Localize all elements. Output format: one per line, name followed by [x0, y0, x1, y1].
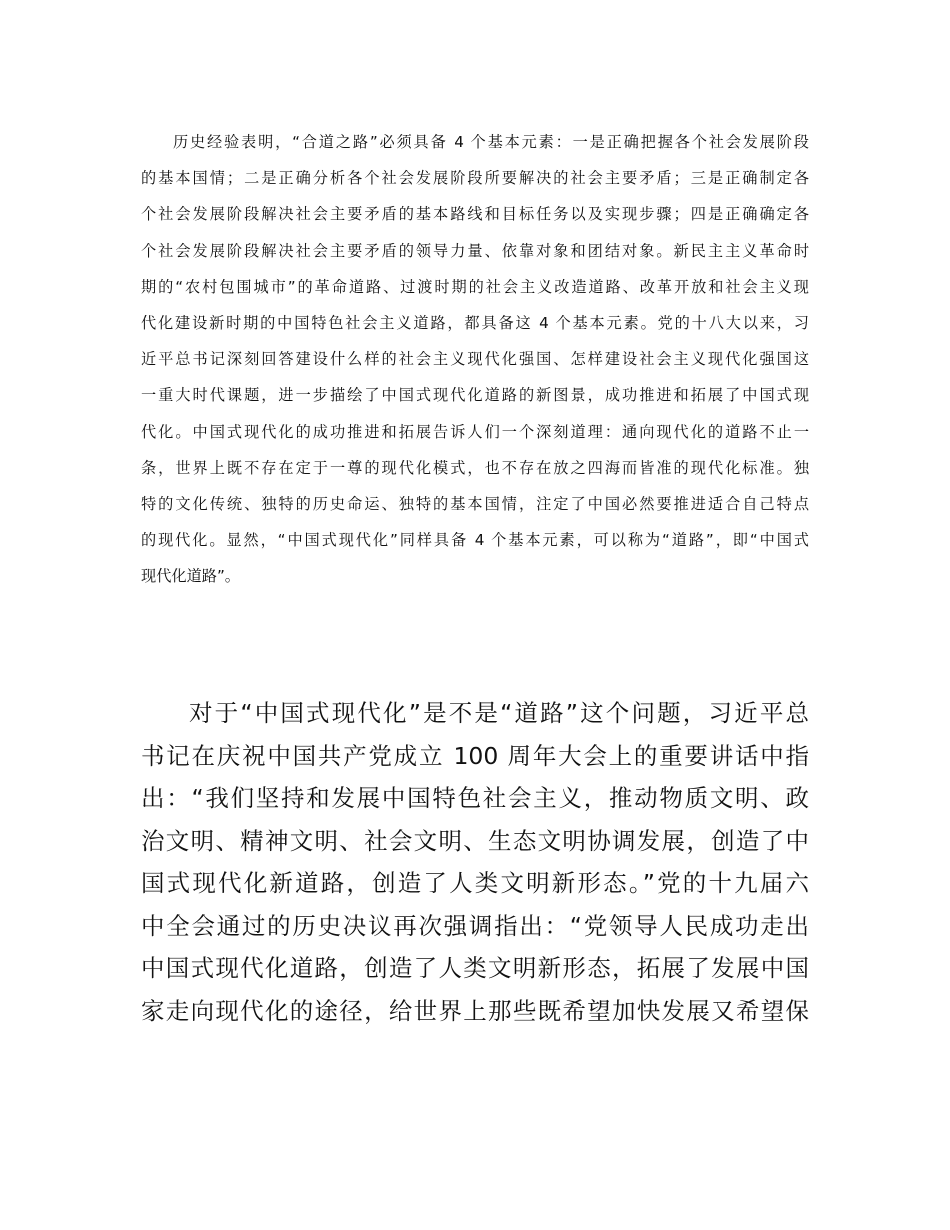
paragraph-2-line: 书记在庆祝中国共产党成立 100 周年大会上的重要讲话中指: [141, 741, 809, 770]
paragraph-1-line: 期的“农村包围城市”的革命道路、过渡时期的社会主义改造道路、改革开放和社会主义现: [141, 277, 809, 296]
paragraph-1-line: 的现代化。显然，“中国式现代化”同样具备 4 个基本元素，可以称为“道路”，即“中国式: [141, 531, 809, 550]
paragraph-2-line: 国式现代化新道路，创造了人类文明新形态。”党的十九届六: [141, 869, 809, 897]
paragraph-1-line: 个社会发展阶段解决社会主要矛盾的基本路线和目标任务以及实现步骤；四是正确确定各: [141, 205, 809, 224]
paragraph-1-line: 代化建设新时期的中国特色社会主义道路，都具备这 4 个基本元素。党的十八大以来，习: [141, 314, 809, 333]
paragraph-1-line: 的基本国情；二是正确分析各个社会发展阶段所要解决的社会主要矛盾；三是正确制定各: [141, 169, 809, 188]
paragraph-2: [141, 692, 809, 1032]
paragraph-1-line: 条，世界上既不存在定于一尊的现代化模式，也不存在放之四海而皆准的现代化标准。独: [141, 458, 809, 477]
paragraph-1-line: 一重大时代课题，进一步描绘了中国式现代化道路的新图景，成功推进和拓展了中国式现: [141, 386, 809, 405]
paragraph-2-line: 出：“我们坚持和发展中国特色社会主义，推动物质文明、政: [141, 784, 809, 812]
paragraph-2-line: 对于“中国式现代化”是不是“道路”这个问题，习近平总: [189, 699, 809, 727]
paragraph-1: [141, 124, 809, 595]
paragraph-2-line: 家走向现代化的途径，给世界上那些既希望加快发展又希望保: [141, 996, 809, 1025]
paragraph-2-line: 中全会通过的历史决议再次强调指出：“党领导人民成功走出: [141, 911, 809, 940]
paragraph-2-line: 治文明、精神文明、社会文明、生态文明协调发展，创造了中: [141, 826, 809, 855]
paragraph-1-line: 代化。中国式现代化的成功推进和拓展告诉人们一个深刻道理：通向现代化的道路不止一: [141, 422, 809, 441]
paragraph-1-line: 特的文化传统、独特的历史命运、独特的基本国情，注定了中国必然要推进适合自己特点: [141, 495, 809, 514]
paragraph-1-line: 个社会发展阶段解决社会主要矛盾的领导力量、依靠对象和团结对象。新民主主义革命时: [141, 241, 809, 260]
paragraph-1-line: 历史经验表明，“合道之路”必须具备 4 个基本元素：一是正确把握各个社会发展阶段: [173, 133, 809, 151]
paragraph-2-line: 中国式现代化道路，创造了人类文明新形态，拓展了发展中国: [141, 954, 809, 982]
paragraph-1-line: 现代化道路”。: [141, 567, 240, 586]
paragraph-1-line: 近平总书记深刻回答建设什么样的社会主义现代化强国、怎样建设社会主义现代化强国这: [141, 350, 809, 369]
